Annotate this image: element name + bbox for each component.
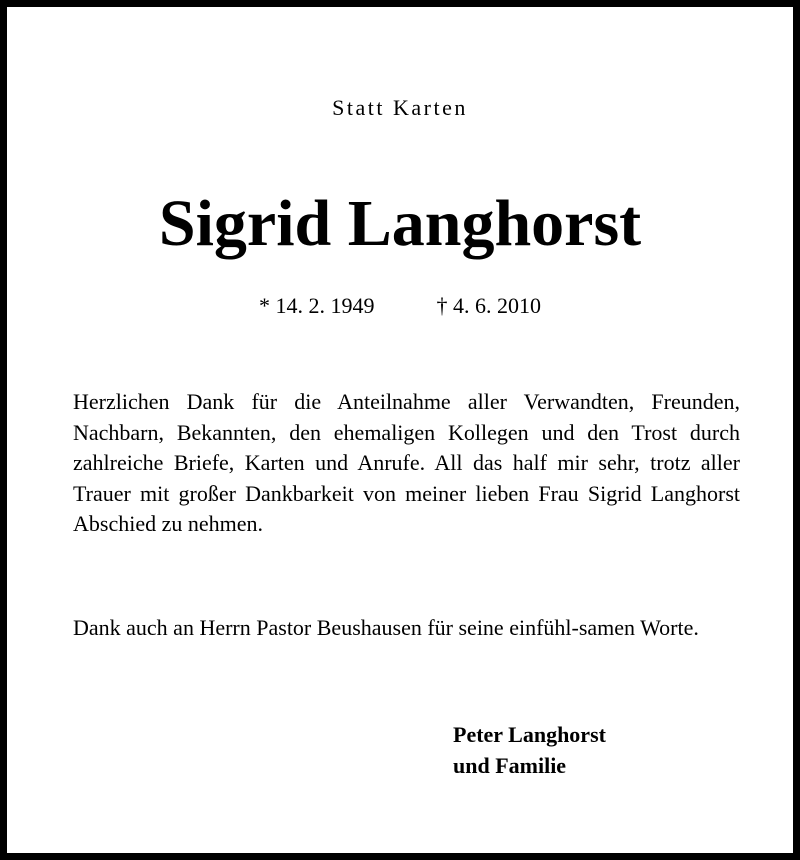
signature-family: und Familie bbox=[453, 753, 567, 778]
signature bbox=[453, 719, 606, 781]
birth-date: * 14. 2. 1949 bbox=[259, 293, 375, 318]
deceased-name: Sigrid Langhorst bbox=[158, 187, 642, 260]
thanks-paragraph: Herzlichen Dank für die Anteilnahme aller Verwandten, Freunden, Nachbarn, Bekannten, den ehemaligen Kollegen und den Trost durch zahlreiche Briefe, Karten und Anrufe. All das half mir sehr, trotz aller Trauer mit großer Dankbarkeit von meiner lieben Frau Sigrid Langhorst Abschied zu nehmen. bbox=[73, 389, 740, 536]
death-date: † 4. 6. 2010 bbox=[436, 293, 541, 318]
signature-name: Peter Langhorst bbox=[453, 722, 606, 747]
header-text: Statt Karten bbox=[332, 95, 468, 120]
pastor-thanks-paragraph: Dank auch an Herrn Pastor Beushausen für seine einfühl-samen Worte. bbox=[73, 615, 699, 640]
life-dates bbox=[7, 293, 793, 319]
